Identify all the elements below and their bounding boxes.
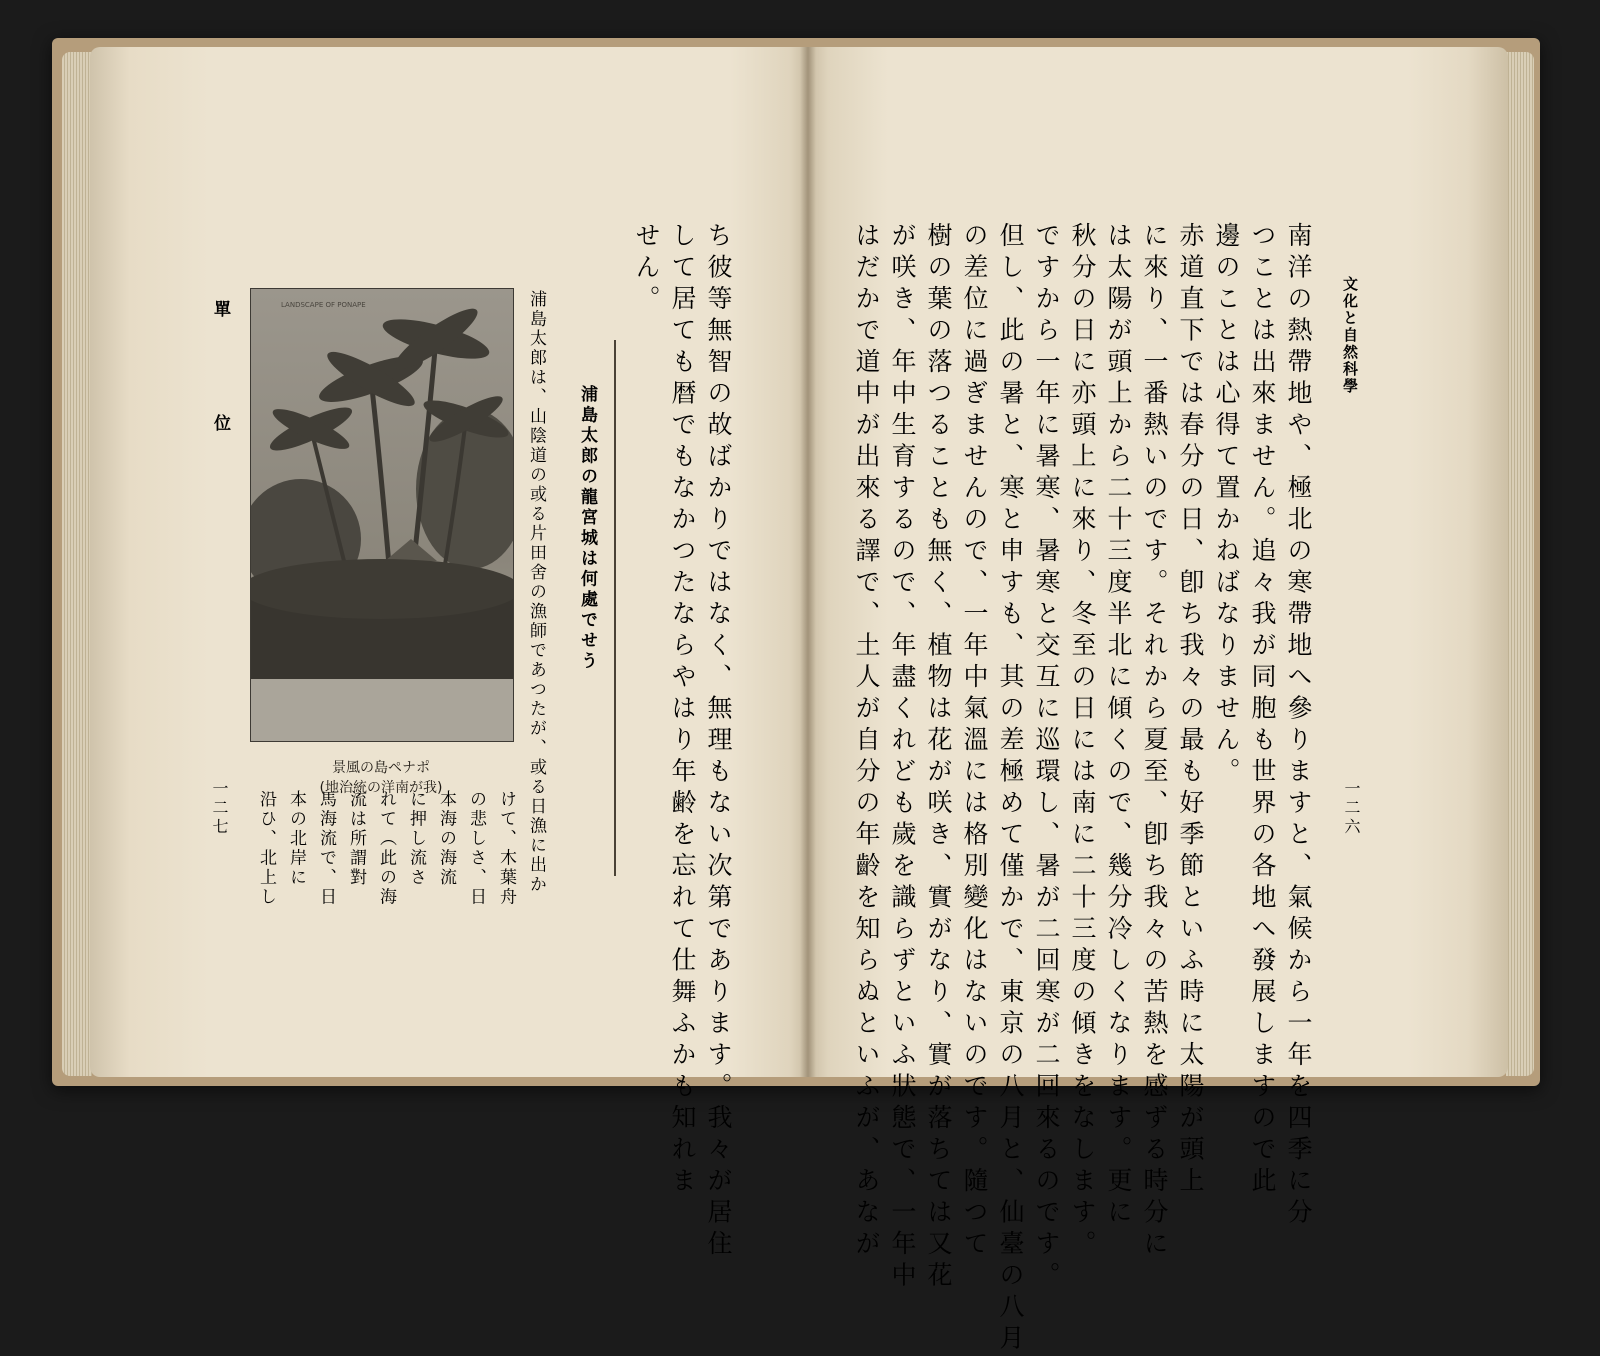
sidenote-line-5: に押し流さ [406, 790, 426, 888]
page-edges-right [1506, 52, 1534, 1076]
right-body-line-12: が咲き、年中生育するので、年盡くれども歲を識らずといふ狀態で、一年中 [888, 222, 917, 1293]
left-page-number: 一二七 [210, 780, 229, 837]
right-body-line-10: の差位に過ぎませんので、一年中氣溫には格別變化はないのです。隨つて [960, 222, 989, 1262]
sidenote-line-9: 本の北岸に [286, 790, 306, 888]
right-body-line-7: 秋分の日に亦頭上に來り、冬至の日には南に二十三度の傾きをなします。 [1068, 222, 1097, 1262]
right-body-line-9: 但し、此の暑と、寒と申すも、其の差極めて僅かで、東京の八月と、仙臺の八月 [996, 222, 1025, 1356]
right-body-line-4: 赤道直下では春分の日、卽ち我々の最も好季節といふ時に太陽が頭上 [1176, 222, 1205, 1199]
caption-line-2: (地治統の洋南が我) [319, 780, 443, 796]
right-body-line-6: は太陽が頭上から二十三度半北に傾くので、幾分冷しくなります。更に [1104, 222, 1133, 1230]
right-body-line-3: 邊のことは心得て置かねばなりません。 [1212, 222, 1241, 789]
palm-landscape-image [251, 289, 513, 741]
left-body-line-1: ち彼等無智の故ばかりではなく、無理もない次第であります。我々が居住 [704, 222, 733, 1262]
sidenote-line-6: れて（此の海 [376, 790, 396, 907]
right-body-line-1: 南洋の熱帶地や、極北の寒帶地へ參りますと、氣候から一年を四季に分 [1284, 222, 1313, 1230]
right-page-number: 一二六 [1342, 780, 1361, 837]
sidenote-line-7: 流は所謂對 [346, 790, 366, 888]
running-header: 文化と自然科學 [1341, 276, 1359, 395]
ponape-photo [250, 288, 514, 742]
right-body-line-2: つことは出來ません。追々我が同胞も世界の各地へ發展しますので此 [1248, 222, 1277, 1199]
sidenote-rule [614, 340, 616, 876]
page-edges-left [62, 52, 92, 1076]
caption-line-1: 景風の島ペナポ [332, 760, 430, 776]
right-body-line-5: に來り、一番熱いのです。それから夏至、卽ち我々の苦熱を感ずる時分に [1140, 222, 1169, 1262]
left-body-line-3: せん。 [632, 222, 661, 317]
sidenote-line-4: 本海の海流 [436, 790, 456, 888]
sidenote-title: 浦島太郎の龍宮城は何處でせう [577, 385, 597, 672]
sidenote-line-1: 浦島太郎は、山陰道の或る片田舍の漁師であつたが、或る日漁に出か [526, 290, 546, 895]
left-body-line-2: して居ても暦でもなかつたならやはり年齢を忘れて仕舞ふかも知れま [668, 222, 697, 1199]
right-body-line-11: 樹の葉の落つることも無く、植物は花が咲き、實がなり、實が落ちては又花 [924, 222, 953, 1293]
sidenote-line-8: 馬海流で、日 [316, 790, 336, 907]
sidenote-line-3: の悲しさ、日 [466, 790, 486, 907]
sidenote-line-2: けて、木葉舟 [496, 790, 516, 907]
left-side-header: 單 位 [210, 300, 230, 471]
right-body-line-8: ですから一年に暑寒、暑寒と交互に巡環し、暑が二回寒が二回來るのです。 [1032, 222, 1061, 1293]
sidenote-line-10: 沿ひ、北上し [256, 790, 276, 907]
photo-inset-text: LANDSCAPE OF PONAPE [281, 301, 366, 309]
book-gutter [800, 47, 816, 1077]
right-body-line-13: はだかで道中が出來る譯で、土人が自分の年齡を知らぬといふが、あなが [852, 222, 881, 1262]
